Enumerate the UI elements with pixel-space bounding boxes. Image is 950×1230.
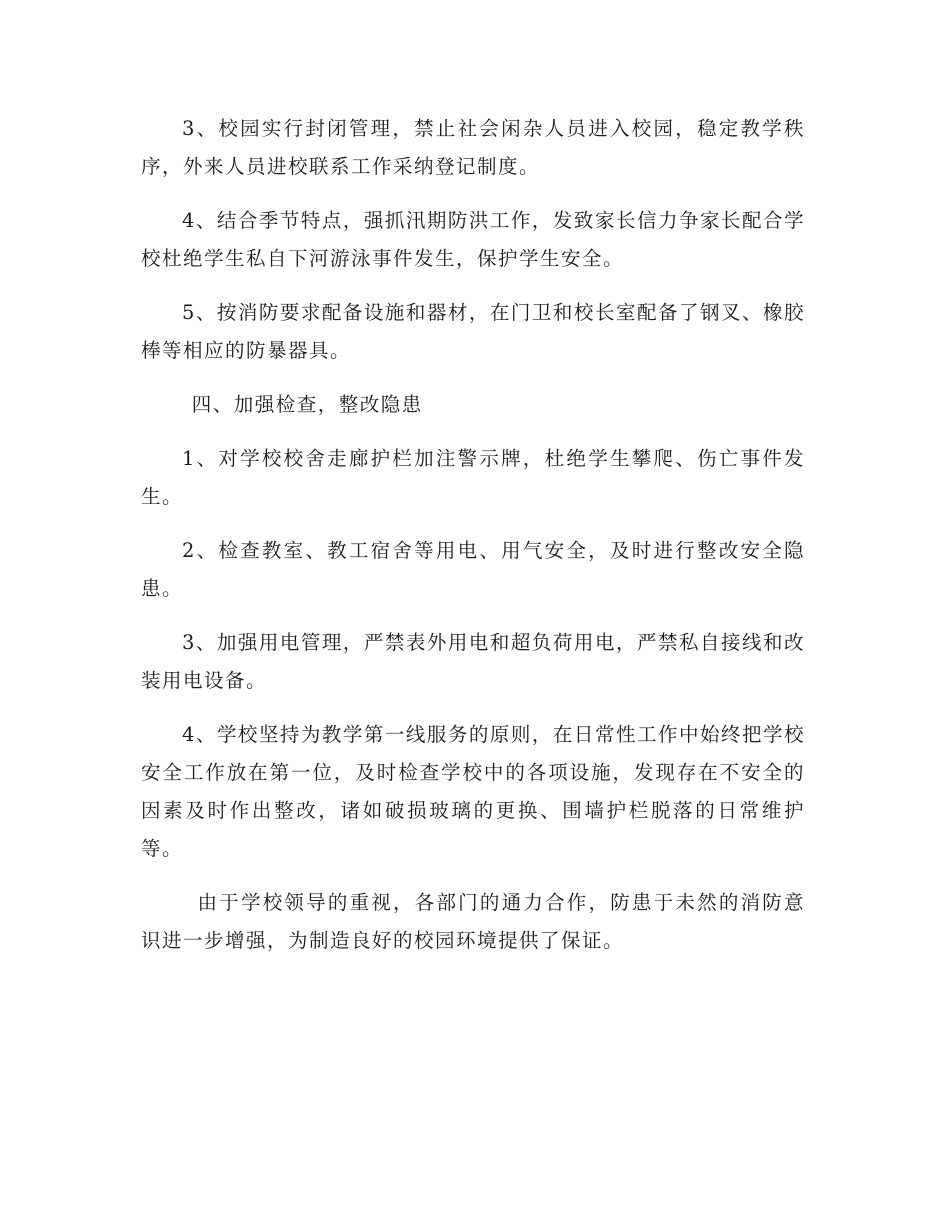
section-item-3: 3、加强用电管理，严禁表外用电和超负荷用电，严禁私自接线和改装用电设备。: [141, 631, 805, 692]
paragraph-item-3: 3、校园实行封闭管理，禁止社会闲杂人员进入校园，稳定教学秩序，外来人员进校联系工作采纳登记制度。: [141, 117, 805, 178]
paragraph-item-4: 4、结合季节特点，强抓汛期防洪工作，发致家长信力争家长配合学校杜绝学生私自下河游泳事件发生，保护学生安全。: [141, 209, 805, 270]
document-body: [141, 110, 805, 976]
paragraph-item-5: 5、按消防要求配备设施和器材，在门卫和校长室配备了钢叉、橡胶棒等相应的防暴器具。: [141, 301, 805, 362]
closing-paragraph: 由于学校领导的重视，各部门的通力合作，防患于未然的消防意识进一步增强，为制造良好的校园环境提供了保证。: [141, 891, 805, 952]
section-item-4: 4、学校坚持为教学第一线服务的原则，在日常性工作中始终把学校安全工作放在第一位，及时检查学校中的各项设施，发现存在不安全的因素及时作出整改，诸如破损玻璃的更换、围墙护栏脱落的日常维护等。: [141, 723, 805, 860]
section-item-2: 2、检查教室、教工宿舍等用电、用气安全，及时进行整改安全隐患。: [141, 539, 805, 600]
section-item-1: 1、对学校校舍走廊护栏加注警示牌，杜绝学生攀爬、伤亡事件发生。: [141, 447, 805, 508]
section-heading: 四、加强检查，整改隐患: [191, 393, 423, 416]
